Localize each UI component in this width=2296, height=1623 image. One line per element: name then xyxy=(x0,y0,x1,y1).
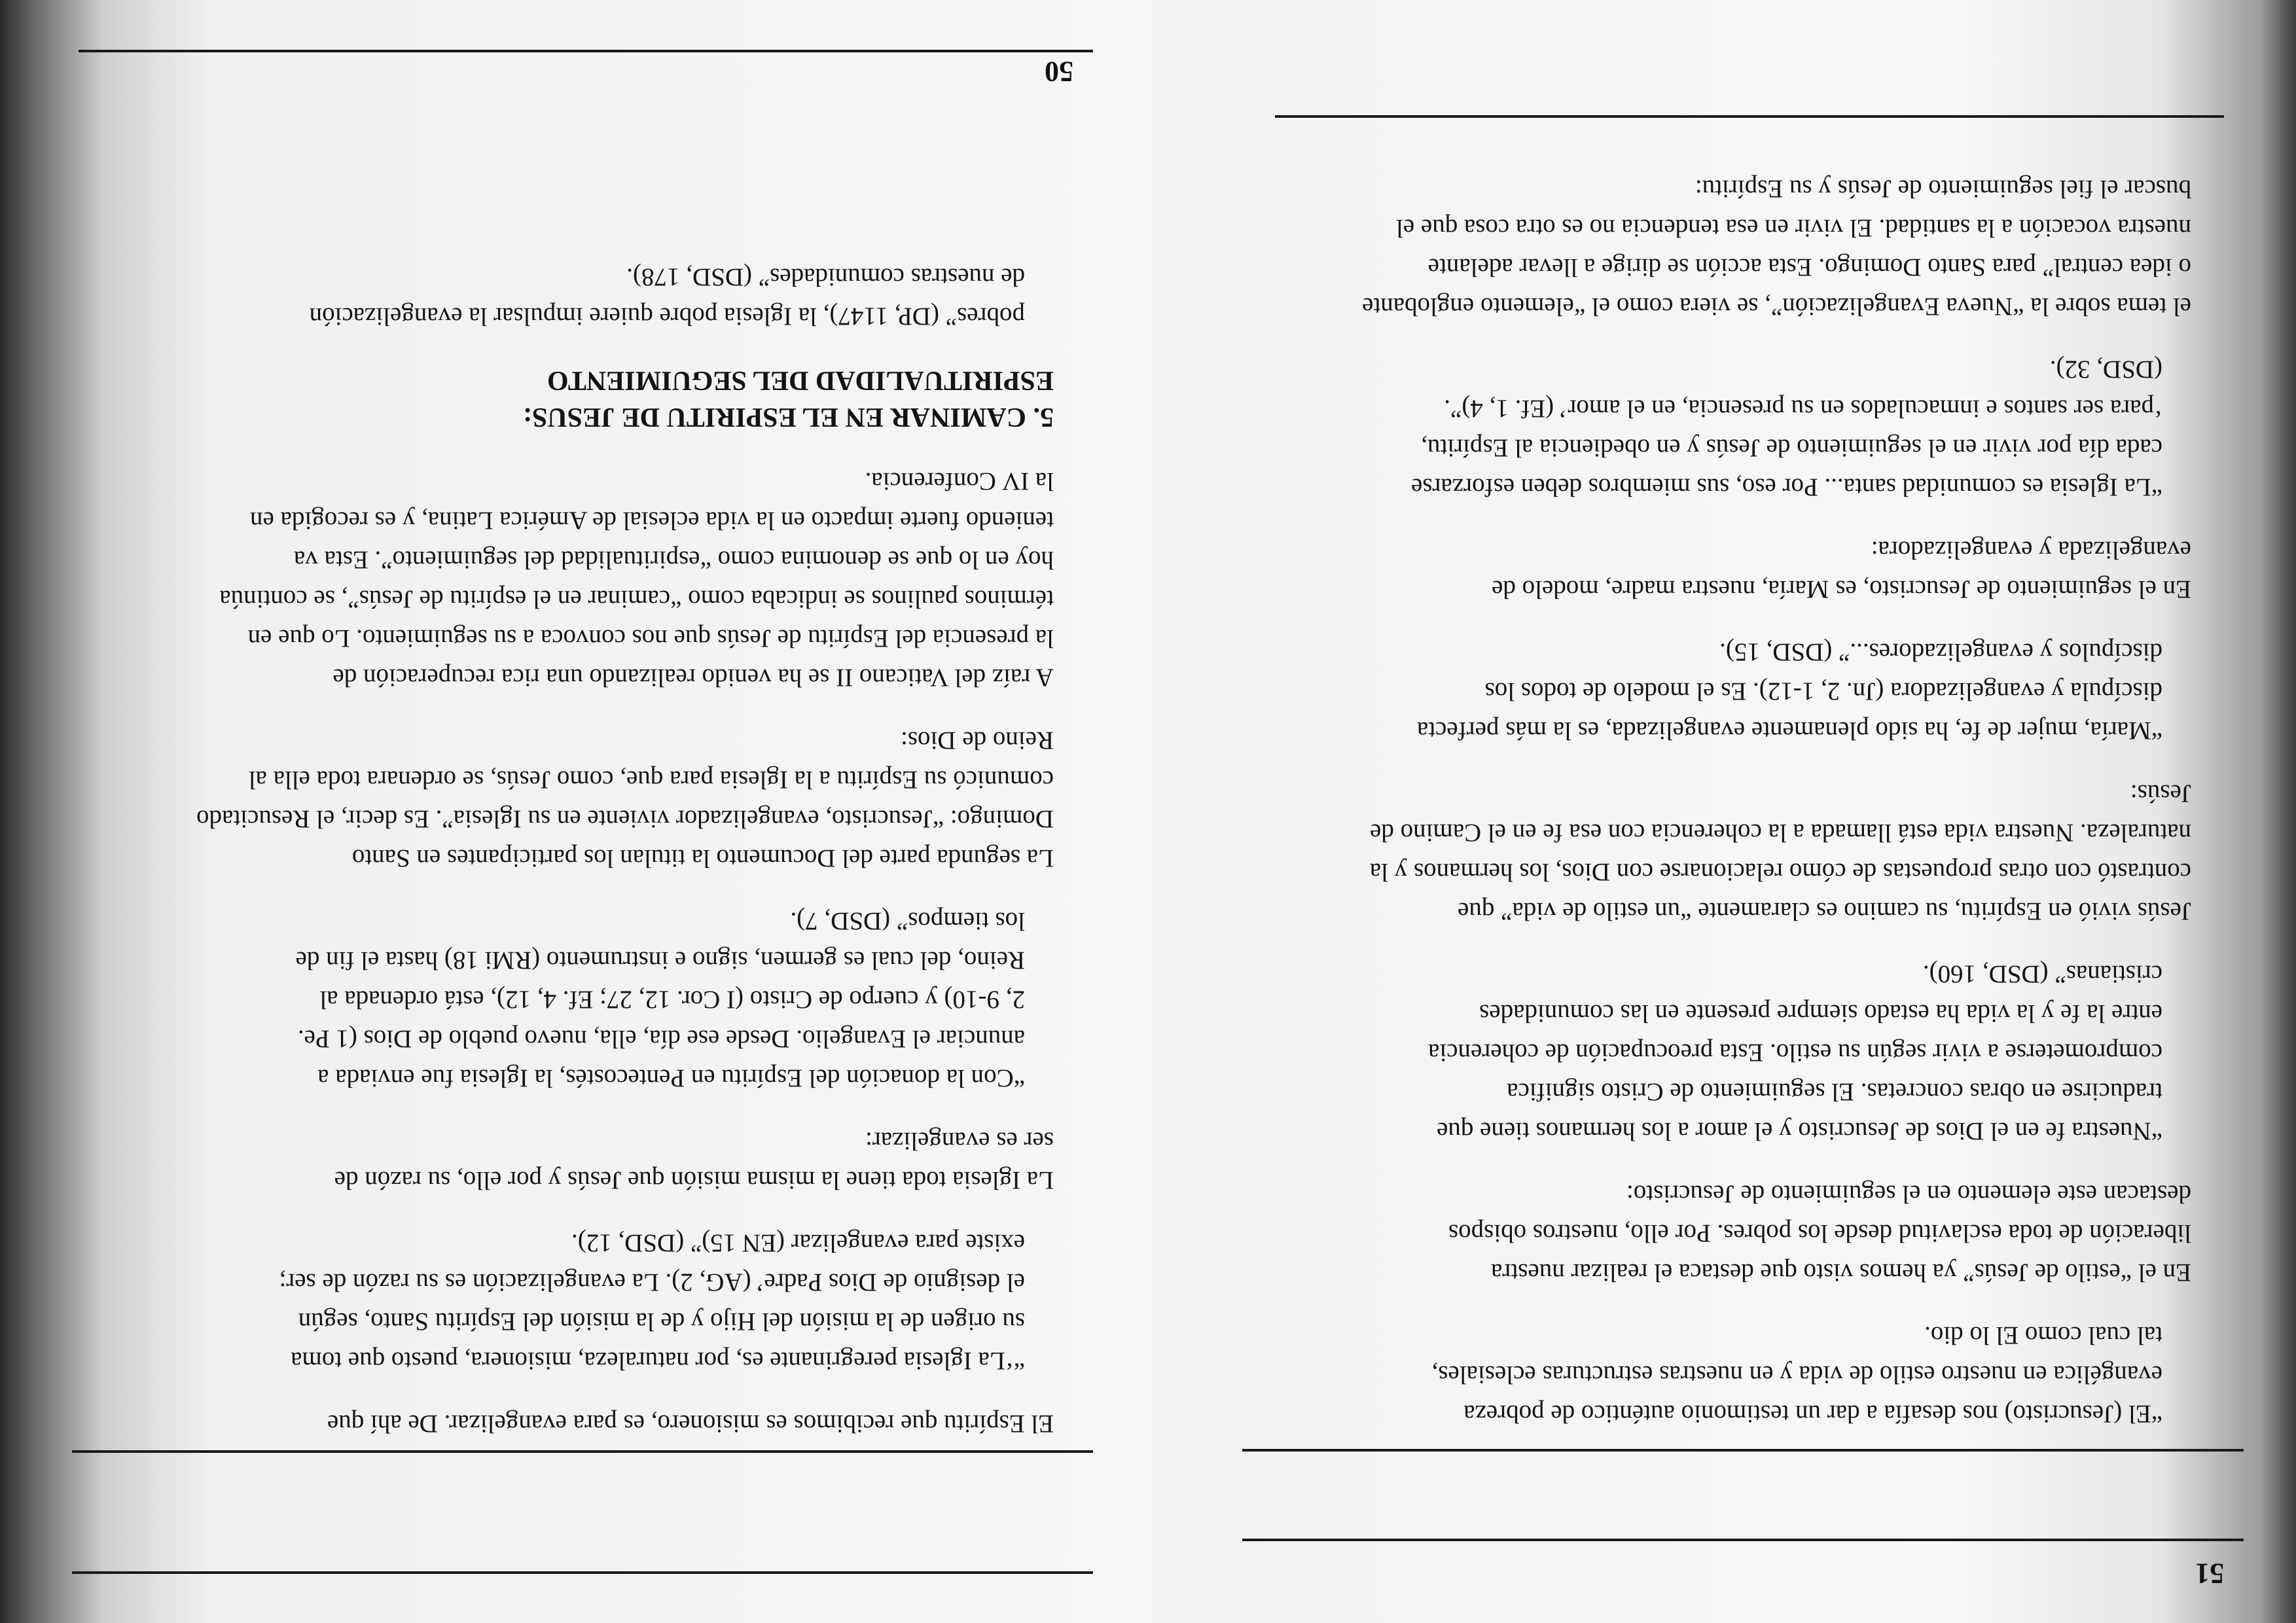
text-line: En el seguimiento de Jesucristo, es María, nuestra madre, modelo de xyxy=(1492,575,2191,603)
text-line: discípula y evangelizadora (Jn. 2, 1-12). Es el modelo de todos los xyxy=(1484,677,2162,705)
paragraph-1 xyxy=(1262,169,2191,326)
page-number-50: 50 xyxy=(1045,56,1073,88)
quote-2 xyxy=(1262,632,2162,750)
section-heading xyxy=(98,362,1054,435)
text-line: En el “estilo de Jesús” ya hemos visto que destaca el realizar nuestra xyxy=(1491,1258,2191,1287)
text-line: buscar el fiel seguimiento de Jesús y su Espíritu: xyxy=(1695,175,2191,203)
text-line: tal cual como El lo dio. xyxy=(1924,1321,2162,1349)
text-line: el designio de Dios Padre’ (AG, 2). La evangelización es su razón de ser; xyxy=(279,1268,1025,1296)
text-line: la presencia del Espíritu de Jesús que nos convoca a su seguimiento. Lo que en xyxy=(247,624,1054,652)
text-line: (DSD, 32). xyxy=(2049,355,2162,383)
text-line: contrastó con otras propuestas de cómo relacionarse con Dios, los hermanos y la xyxy=(1369,858,2191,886)
text-line: los tiempos” (DSD, 7). xyxy=(790,907,1025,935)
quote-2 xyxy=(98,1223,1025,1380)
quote-1 xyxy=(1262,349,2162,507)
para-4 xyxy=(98,1404,1054,1443)
heading-line: ESPIRITUALIDAD DEL SEGUIMIENTO xyxy=(547,365,1054,395)
text-line: “María, mujer de fe, ha sido plenamente evangelizada, es la más perfecta xyxy=(1416,717,2162,745)
page-number-51: 51 xyxy=(2195,1558,2224,1590)
text-line: liberación de toda esclavitud desde los pobres. Por ello, nuestros obispos xyxy=(1448,1219,2191,1247)
text-line: Reino, del cual es germen, signo e instrumento (RMi 18) hasta el fin de xyxy=(295,946,1025,974)
rule-top xyxy=(1242,1539,2244,1541)
text-line: ser es evangelizar: xyxy=(865,1127,1054,1155)
text-line: comprometerse a vivir según su estilo. Esta preocupación de coherencia xyxy=(1428,1039,2162,1067)
text-line: entre la fe y la vida ha estado siempre presente en las comunidades xyxy=(1479,999,2162,1027)
paragraph-2 xyxy=(1262,530,2191,609)
text-line: cristianas” (DSD, 160). xyxy=(1922,960,2162,988)
page-51-body xyxy=(1262,169,2191,1433)
rule-second xyxy=(72,1450,1093,1453)
text-line: Jesús: xyxy=(2130,779,2191,808)
page-left xyxy=(1152,0,2296,1623)
text-line: “‘La Iglesia peregrinante es, por naturaleza, misionera, puesto que toma xyxy=(291,1347,1025,1375)
text-line: “El (Jesucristo) nos desafía a dar un testimonio auténtico de pobreza xyxy=(1463,1400,2162,1428)
text-line: teniendo fuerte impacto en la vida eclesial de América Latina, y es recogida en xyxy=(250,507,1054,535)
text-line: La Iglesia toda tiene la misma misión que Jesús y por ello, su razón de xyxy=(334,1166,1054,1194)
paragraph-4 xyxy=(1262,1174,2191,1292)
text-line: el tema sobre la “Nueva Evangelización”, se viera como el “elemento englobante xyxy=(1362,293,2191,321)
paragraph-3 xyxy=(1262,774,2191,931)
text-line: cada día por vivir en el seguimiento de Jesús y en obediencia al Espíritu, xyxy=(1421,434,2162,462)
text-line: Jesús vivió en Espíritu, su camino es claramente “un estilo de vida” que xyxy=(1458,897,2191,925)
text-line: Reino de Dios: xyxy=(901,726,1054,755)
text-line: “Con la donación del Espíritu en Pentecostés, la Iglesia fue enviada a xyxy=(317,1064,1025,1092)
rule-top xyxy=(72,1571,1093,1574)
para-3 xyxy=(98,1121,1054,1200)
text-line: hoy en lo que se denomina como “espiritualidad del seguimiento”. Esta va xyxy=(293,546,1054,574)
text-line: La segunda parte del Documento la titulan los participantes en Santo xyxy=(351,844,1054,872)
text-line: evangélica en nuestro estilo de vida y en nuestras estructuras eclesiales, xyxy=(1431,1361,2162,1389)
text-line: ‘para ser santos e inmaculados en su presencia, en el amor’ (Ef. 1, 4)”. xyxy=(1444,395,2162,423)
continuation-quote xyxy=(98,257,1025,336)
text-line: A raíz del Vaticano II se ha venido realizando una rica recuperación de xyxy=(332,664,1054,692)
text-line: anunciar el Evangelio. Desde ese día, ella, nuevo pueblo de Dios (1 Pe. xyxy=(297,1025,1025,1053)
page-50-body xyxy=(98,257,1054,1443)
text-line: discípulos y evangelizadores...” (DSD, 15). xyxy=(1719,638,2162,666)
text-line: evangelizada y evangelizadora: xyxy=(1871,536,2191,564)
quote-1 xyxy=(98,901,1025,1097)
text-line: El Espíritu que recibimos es misionero, es para evangelizar. De ahí que xyxy=(327,1410,1054,1438)
text-line: nuestra vocación a la santidad. El vivir en esa tendencia no es otra cosa que el xyxy=(1395,214,2191,242)
text-line: traducirse en obras concretas. El seguimiento de Cristo significa xyxy=(1507,1078,2162,1106)
heading-line: 5. CAMINAR EN EL ESPIRITU DE JESUS: xyxy=(523,402,1054,432)
text-line: de nuestras comunidades” (DSD, 178). xyxy=(626,263,1025,291)
text-line: Domingo: “Jesucristo, evangelizador viviente en su Iglesia”. Es decir, el Resucitado xyxy=(196,805,1054,833)
text-line: comunicó su Espíritu a la Iglesia para que, como Jesús, se ordenara toda ella al xyxy=(248,766,1054,794)
para-1 xyxy=(98,461,1054,697)
para-2 xyxy=(98,721,1054,878)
rule-second xyxy=(1242,1449,2244,1452)
text-line: la IV Conferencia. xyxy=(865,467,1054,495)
text-line: términos paulinos se indicaba como “caminar en el espíritu de Jesús”, se continúa xyxy=(219,585,1054,613)
text-line: o idea central” para Santo Domingo. Esta acción se dirige a llevar adelante xyxy=(1427,253,2191,281)
quote-3 xyxy=(1262,954,2162,1150)
text-line: existe para evangelizar (EN 15)” (DSD, 12). xyxy=(571,1229,1025,1257)
text-line: pobres” (DP, 1147), la Iglesia pobre quiere impulsar la evangelización xyxy=(309,302,1025,330)
quote-4 xyxy=(1262,1315,2162,1433)
text-line: 2, 9-10) y cuerpo de Cristo (I Cor. 12, 27; Ef. 4, 12), está ordenada al xyxy=(319,986,1025,1014)
text-line: “Nuestra fe en el Dios de Jesucristo y el amor a los hermanos tiene que xyxy=(1437,1117,2162,1145)
text-line: “La Iglesia es comunidad santa... Por eso, sus miembros deben esforzarse xyxy=(1411,473,2162,501)
text-line: naturaleza. Nuestra vida está llamada a la coherencia con esa fe en el Camino de xyxy=(1370,819,2191,847)
rule-bottom xyxy=(1275,115,2224,118)
text-line: destacan este elemento en el seguimiento de Jesucristo: xyxy=(1626,1180,2191,1208)
text-line: su origen de la misión del Hijo y de la misión del Espíritu Santo, según xyxy=(298,1308,1025,1336)
rule-bottom xyxy=(79,50,1093,52)
